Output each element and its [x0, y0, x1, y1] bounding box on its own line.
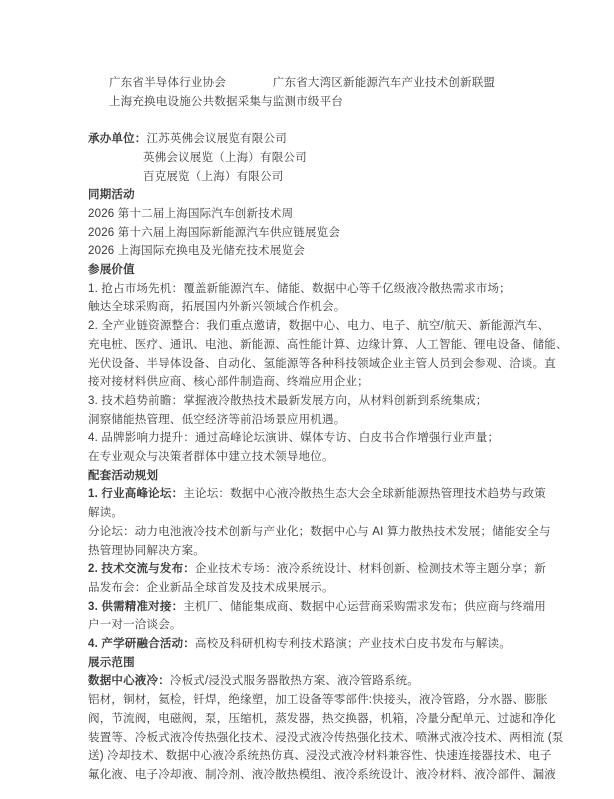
- bold-label-text: 展示范围: [88, 656, 135, 669]
- bold-label-text: 数据中心液冷：: [88, 675, 170, 688]
- text-line: [88, 205, 574, 224]
- text-line: [88, 448, 574, 467]
- text-line: [88, 298, 574, 317]
- body-text: 品发布会：企业新品全球首发及技术成果展示。: [88, 581, 334, 594]
- body-text: 江苏英佛会议展览有限公司: [146, 133, 287, 146]
- body-text: 2026 第十六届上海国际新能源汽车供应链展览会: [88, 226, 341, 239]
- text-line: [88, 710, 574, 729]
- body-text: 接对接材料供应商、核心部件制造商、终端应用企业；: [88, 376, 369, 389]
- body-text: 户一对一洽谈会。: [88, 619, 182, 632]
- text-line: [88, 542, 574, 561]
- bold-label-text: 同期活动: [88, 189, 135, 202]
- text-line: [88, 729, 574, 748]
- body-text: 百克展览（上海）有限公司: [143, 170, 284, 183]
- blank-line: [88, 111, 574, 130]
- body-text: 装置等、冷板式液冷传热强化技术、浸没式液冷传热强化技术、喷淋式液冷技术、两相流 (泵: [88, 731, 564, 744]
- body-text: 洞察储能热管理、低空经济等前沿场景应用机遇。: [88, 413, 346, 426]
- body-text: 阀，节流阀，电磁阀，泵，压缩机，蒸发器，热交换器，机箱，冷量分配单元、过滤和净化: [88, 712, 556, 725]
- text-line: [88, 467, 574, 486]
- text-line: [88, 485, 574, 504]
- text-line: [88, 186, 574, 205]
- body-text: 广东省半导体行业协会 广东省大湾区新能源汽车产业技术创新联盟: [109, 77, 496, 89]
- text-line: [88, 93, 574, 112]
- body-text: 铝材，铜材，氦检，钎焊，绝缘塑，加工设备等零部件:快接头，液冷管路，分水器、膨胀: [88, 694, 548, 707]
- body-text: 1. 抢占市场先机：覆盖新能源汽车、储能、数据中心等千亿级液冷散热需求市场；: [88, 282, 511, 295]
- text-line: [88, 130, 574, 149]
- text-line: [88, 261, 574, 280]
- body-text: 上海充换电设施公共数据采集与监测市级平台: [109, 95, 343, 108]
- text-line: [88, 523, 574, 542]
- body-text: 3. 技术趋势前瞻：掌握液冷散热技术最新发展方向，从材料创新到系统集成；: [88, 394, 488, 407]
- body-text: 解读。: [88, 507, 124, 520]
- bold-label-text: 承办单位：: [88, 133, 147, 146]
- body-text: 英佛会议展览（上海）有限公司: [143, 151, 307, 164]
- text-line: [88, 373, 574, 392]
- body-text: 光伏设备、半导体设备、自动化、氢能源等各种科技领域企业主管人员到会参观、洽谈。直: [88, 357, 556, 370]
- body-text: 企业技术专场：液冷系统设计、材料创新、检测技术等主题分享；新: [195, 563, 546, 576]
- text-line: [88, 616, 574, 635]
- body-text: 高校及科研机构专利技术路演；产业技术白皮书发布与解读。: [195, 638, 511, 651]
- body-text: 在专业观众与决策者群体中建立技术领导地位。: [88, 451, 334, 464]
- text-line: [88, 280, 574, 299]
- body-text: 2. 全产业链资源整合：我们重点邀请，数据中心、电力、电子、航空/航天、新能源汽车、: [88, 320, 550, 333]
- text-line: [88, 317, 574, 336]
- text-line: [88, 224, 574, 243]
- text-line: [88, 504, 574, 523]
- text-line: [88, 429, 574, 448]
- text-line: [88, 411, 574, 430]
- body-text: 分论坛：动力电池液冷技术创新与产业化；数据中心与 AI 算力散热技术发展；储能安全与: [88, 525, 551, 538]
- body-text: 2026 上海国际充换电及光储充技术展览会: [88, 245, 305, 258]
- body-text: 4. 品牌影响力提升：通过高峰论坛演讲、媒体专访、白皮书合作增强行业声量；: [88, 432, 500, 445]
- body-text: 热管理协同解决方案。: [88, 544, 205, 557]
- text-line: [88, 242, 574, 261]
- text-line: [88, 355, 574, 374]
- text-line: [88, 74, 574, 93]
- bold-label-text: 3. 供需精准对接：: [88, 600, 184, 613]
- bold-label-text: 4. 产学研融合活动：: [88, 638, 195, 651]
- body-text: 2026 第十二届上海国际汽车创新技术周: [88, 207, 294, 220]
- text-line: [88, 336, 574, 355]
- text-line: [88, 654, 574, 673]
- text-line: [88, 168, 574, 187]
- bold-label-text: 1. 行业高峰论坛：: [88, 488, 184, 501]
- body-text: 触达全球采购商，拓展国内外新兴领域合作机会。: [88, 301, 346, 314]
- body-text: 氟化液、电子冷却液、制冷剂、液冷散热模组、液冷系统设计、液冷材料、液冷部件、漏液: [88, 769, 556, 781]
- text-line: [88, 747, 574, 766]
- body-text: 送) 冷却技术、数据中心液冷系统热仿真、浸没式液冷材料兼容性、快速连接器技术、电子: [88, 750, 552, 763]
- text-line: [88, 598, 574, 617]
- text-line: [88, 691, 574, 710]
- text-line: [88, 766, 574, 785]
- text-line: [88, 579, 574, 598]
- body-text: 主机厂、储能集成商、数据中心运营商采购需求发布；供应商与终端用: [183, 600, 546, 613]
- text-line: [88, 560, 574, 579]
- bold-label-text: 参展价值: [88, 264, 135, 277]
- text-line: [88, 149, 574, 168]
- body-text: 主论坛：数据中心液冷散热生态大会全球新能源热管理技术趋势与政策: [183, 488, 546, 501]
- text-line: [88, 392, 574, 411]
- text-line: [88, 635, 574, 654]
- body-text: 充电桩、医疗、通讯、电池、新能源、高性能计算、边缘计算、人工智能、锂电设备、储能、: [88, 338, 568, 351]
- bold-label-text: 配套活动规划: [88, 469, 159, 482]
- text-line: [88, 672, 574, 691]
- body-text: 冷板式/浸没式服务器散热方案、液冷管路系统。: [169, 675, 419, 688]
- document-body: [88, 74, 574, 785]
- bold-label-text: 2. 技术交流与发布：: [88, 563, 195, 576]
